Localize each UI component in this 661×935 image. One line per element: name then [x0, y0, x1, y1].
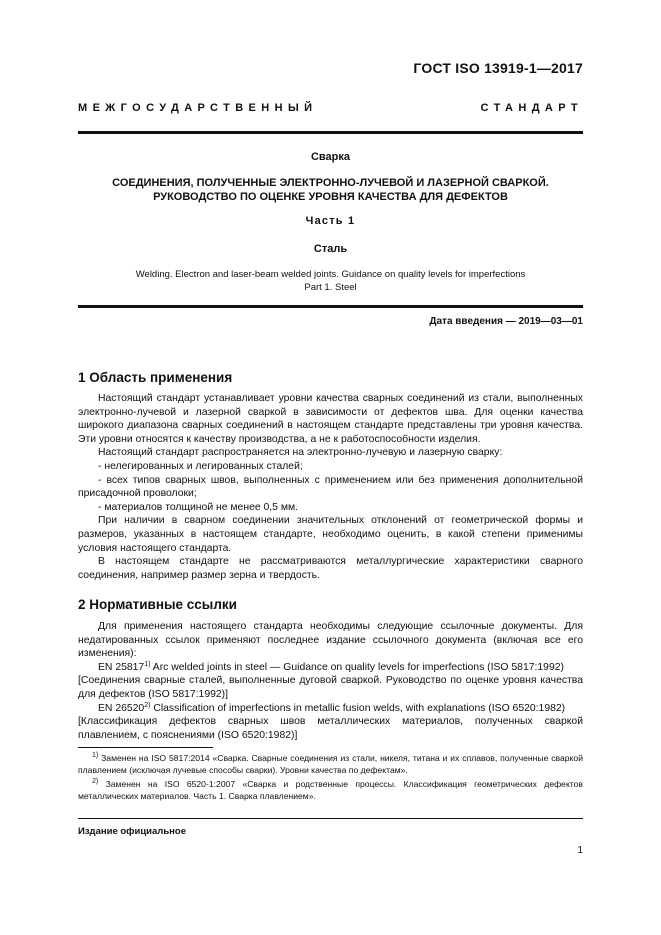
section1-paragraph: При наличии в сварном соединении значительных отклонений от геометрической формы и размеров, указанных в настоящем стандарте, необходимо оценить, в какой степени применимы условия настоящего стандарта.	[78, 515, 583, 554]
english-title	[78, 268, 583, 294]
part-label: Часть 1	[305, 215, 356, 227]
list-item: - материалов толщиной не менее 0,5 мм.	[98, 501, 299, 513]
footer-rule	[78, 818, 583, 819]
reference-entry	[78, 661, 583, 675]
footnotes	[78, 752, 583, 804]
interstate-standard-banner: МЕЖГОСУДАРСТВЕННЫЙ СТАНДАРТ	[78, 102, 583, 114]
list-item: - всех типов сварных швов, выполненных с применением или без применения дополнительной присадочной проволоки;	[78, 474, 583, 500]
reference-title: Classification of imperfections in metallic fusion welds, with explanations (ISO 6520:1982)	[150, 702, 566, 714]
reference-translation: [Соединения сварные сталей, выполненные дуговой сваркой. Руководство по оценке уровня качества для дефектов (ISO 5817:1992)]	[78, 675, 583, 700]
footnote-text: Заменен на ISO 6520-1:2007 «Сварка и родственные процессы. Классификация геометрических дефектов металлических материалов. Часть 1. Сварка плавлением».	[78, 779, 583, 801]
footnote	[78, 752, 583, 776]
section1-paragraph: В настоящем стандарте не рассматриваются металлургические характеристики сварного соединения, например размер зерна и твердость.	[78, 556, 583, 581]
part-name: Сталь	[313, 243, 348, 255]
footnote	[78, 778, 583, 802]
reference-translation: [Классификация дефектов сварных швов металлических материалов, полученных сваркой плавлением, с пояснениями (ISO 6520:1982)]	[78, 716, 583, 741]
english-title-line2: Part 1. Steel	[304, 282, 357, 293]
reference-entry	[78, 702, 583, 716]
reference-title: Arc welded joints in steel — Guidance on quality levels for imperfections (ISO 5817:1992)	[150, 661, 564, 673]
footnote-number: 2)	[92, 778, 99, 785]
introduction-date: Дата введения — 2019—03—01	[429, 316, 583, 327]
main-title-line1: СОЕДИНЕНИЯ, ПОЛУЧЕННЫЕ ЭЛЕКТРОННО-ЛУЧЕВОЙ И ЛАЗЕРНОЙ СВАРКОЙ.	[112, 177, 549, 189]
footnote-mark[interactable]: 1)	[144, 660, 151, 668]
section1-body	[78, 392, 583, 582]
section1-paragraph: Настоящий стандарт распространяется на электронно-лучевую и лазерную сварку:	[98, 447, 503, 459]
main-title-line2: РУКОВОДСТВО ПО ОЦЕНКЕ УРОВНЯ КАЧЕСТВА ДЛЯ ДЕФЕКТОВ	[153, 191, 508, 203]
header-rule	[78, 131, 583, 134]
footnote-mark[interactable]: 2)	[144, 701, 151, 709]
footnote-text: Заменен на ISO 5817:2014 «Сварка. Сварные соединения из стали, никеля, титана и их сплавов, полученные сваркой плавлением (исключая лучевые способы сварки). Уровни качества по дефектам».	[78, 753, 583, 775]
footnote-rule	[78, 747, 213, 748]
main-title	[78, 176, 583, 204]
reference-code: EN 26520	[98, 702, 145, 714]
title-rule	[78, 305, 583, 308]
english-title-line1: Welding. Electron and laser-beam welded joints. Guidance on quality levels for imperfections	[135, 269, 526, 280]
list-item: - нелегированных и легированных сталей;	[98, 460, 303, 472]
document-number: ГОСТ ISO 13919-1—2017	[413, 60, 583, 76]
section2-body	[78, 620, 583, 742]
official-edition-label: Издание официальное	[78, 826, 186, 837]
subject-title: Сварка	[310, 151, 351, 163]
page-number: 1	[577, 845, 583, 856]
section1-heading: 1 Область применения	[78, 370, 233, 385]
section2-heading: 2 Нормативные ссылки	[78, 597, 237, 612]
footnote-number: 1)	[92, 752, 99, 759]
section1-paragraph: Настоящий стандарт устанавливает уровни качества сварных соединений из стали, выполненных электронно-лучевой и лазерной сваркой в зависимости от дефектов шва. Для оценки качества широкого диапазона сварных соединений в настоящем стандарте представлены три уровня качества. Эти уровни относятся к качеству производства, а не к работоспособности изделия.	[78, 393, 583, 445]
section2-paragraph: Для применения настоящего стандарта необходимы следующие ссылочные документы. Для недатированных ссылок применяют последнее издание ссылочного документа (включая все его изменения):	[78, 621, 583, 660]
reference-code: EN 25817	[98, 661, 145, 673]
